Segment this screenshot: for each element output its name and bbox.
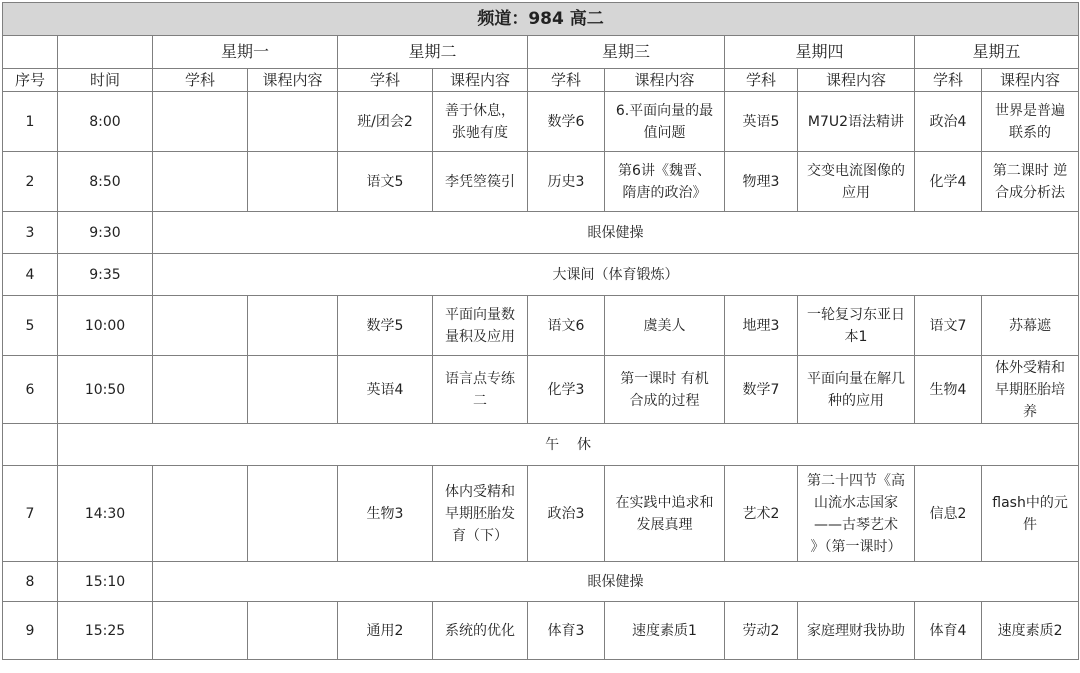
content-cell: M7U2语法精讲 — [798, 92, 915, 152]
content-cell: 李凭箜篌引 — [433, 152, 528, 212]
content-cell: 在实践中追求和 发展真理 — [605, 466, 725, 562]
row-index: 5 — [3, 296, 58, 356]
row-time: 9:30 — [58, 212, 153, 254]
row-index: 2 — [3, 152, 58, 212]
content-cell: 系统的优化 — [433, 602, 528, 660]
row-index: 8 — [3, 562, 58, 602]
subject-header: 学科 — [338, 69, 433, 92]
day-header-fri: 星期五 — [915, 36, 1079, 69]
day-header-row — [3, 36, 1079, 69]
content-header: 课程内容 — [433, 69, 528, 92]
content-header: 课程内容 — [982, 69, 1079, 92]
content-cell: 苏幕遮 — [982, 296, 1079, 356]
subject-cell — [153, 356, 248, 424]
day-header-thu: 星期四 — [725, 36, 915, 69]
row-time: 9:35 — [58, 254, 153, 296]
table-row — [3, 152, 1079, 212]
content-header: 课程内容 — [798, 69, 915, 92]
table-row — [3, 254, 1079, 296]
activity-cell: 眼保健操 — [153, 562, 1079, 602]
table-row — [3, 296, 1079, 356]
subject-cell — [153, 92, 248, 152]
content-cell: 速度素质2 — [982, 602, 1079, 660]
content-cell: 平面向量在解几 种的应用 — [798, 356, 915, 424]
subject-cell: 数学6 — [528, 92, 605, 152]
row-time: 15:25 — [58, 602, 153, 660]
subject-cell — [153, 152, 248, 212]
subject-cell: 英语4 — [338, 356, 433, 424]
content-cell — [248, 602, 338, 660]
subject-header: 学科 — [725, 69, 798, 92]
content-cell: 第二十四节《高 山流水志国家 ——古琴艺术 》（第一课时） — [798, 466, 915, 562]
column-header-row — [3, 69, 1079, 92]
row-time: 10:50 — [58, 356, 153, 424]
content-cell: 第6讲《魏晋、 隋唐的政治》 — [605, 152, 725, 212]
content-cell: 第一课时 有机 合成的过程 — [605, 356, 725, 424]
row-time: 8:50 — [58, 152, 153, 212]
content-cell: 体外受精和 早期胚胎培 养 — [982, 356, 1079, 424]
subject-cell: 政治3 — [528, 466, 605, 562]
table-row — [3, 562, 1079, 602]
content-cell: 虞美人 — [605, 296, 725, 356]
subject-cell: 体育3 — [528, 602, 605, 660]
table-row — [3, 92, 1079, 152]
content-cell: 善于休息， 张驰有度 — [433, 92, 528, 152]
subject-cell: 历史3 — [528, 152, 605, 212]
content-cell — [248, 356, 338, 424]
content-cell: 体内受精和 早期胚胎发 育（下） — [433, 466, 528, 562]
row-index: 1 — [3, 92, 58, 152]
subject-header: 学科 — [153, 69, 248, 92]
row-index: 6 — [3, 356, 58, 424]
corner-cell — [58, 36, 153, 69]
subject-header: 学科 — [915, 69, 982, 92]
subject-cell: 化学4 — [915, 152, 982, 212]
table-row — [3, 212, 1079, 254]
table-row — [3, 356, 1079, 424]
subject-cell: 班/团会2 — [338, 92, 433, 152]
content-cell — [248, 296, 338, 356]
subject-cell: 语文5 — [338, 152, 433, 212]
subject-cell: 艺术2 — [725, 466, 798, 562]
content-cell: 世界是普遍 联系的 — [982, 92, 1079, 152]
day-header-wed: 星期三 — [528, 36, 725, 69]
row-index: 3 — [3, 212, 58, 254]
subject-cell: 数学7 — [725, 356, 798, 424]
content-cell: 交变电流图像的 应用 — [798, 152, 915, 212]
subject-cell: 体育4 — [915, 602, 982, 660]
subject-cell: 语文6 — [528, 296, 605, 356]
lunch-break-cell: 午 休 — [58, 424, 1079, 466]
subject-cell: 信息2 — [915, 466, 982, 562]
day-header-mon: 星期一 — [153, 36, 338, 69]
subject-cell: 物理3 — [725, 152, 798, 212]
subject-cell: 劳动2 — [725, 602, 798, 660]
subject-cell — [153, 602, 248, 660]
row-time: 8:00 — [58, 92, 153, 152]
subject-cell: 通用2 — [338, 602, 433, 660]
subject-header: 学科 — [528, 69, 605, 92]
subject-cell — [153, 296, 248, 356]
index-header: 序号 — [3, 69, 58, 92]
row-index: 4 — [3, 254, 58, 296]
content-cell — [248, 92, 338, 152]
row-index: 9 — [3, 602, 58, 660]
content-cell: flash中的元 件 — [982, 466, 1079, 562]
content-cell — [248, 152, 338, 212]
row-index: 7 — [3, 466, 58, 562]
table-row — [3, 602, 1079, 660]
subject-cell: 生物4 — [915, 356, 982, 424]
content-cell — [248, 466, 338, 562]
content-header: 课程内容 — [248, 69, 338, 92]
empty-index-cell — [3, 424, 58, 466]
lunch-break-row — [3, 424, 1079, 466]
content-cell: 6.平面向量的最 值问题 — [605, 92, 725, 152]
corner-cell — [3, 36, 58, 69]
subject-cell — [153, 466, 248, 562]
content-cell: 第二课时 逆 合成分析法 — [982, 152, 1079, 212]
content-cell: 家庭理财我协助 — [798, 602, 915, 660]
content-cell: 平面向量数 量积及应用 — [433, 296, 528, 356]
table-row — [3, 466, 1079, 562]
subject-cell: 语文7 — [915, 296, 982, 356]
content-cell: 语言点专练 二 — [433, 356, 528, 424]
row-time: 14:30 — [58, 466, 153, 562]
subject-cell: 地理3 — [725, 296, 798, 356]
day-header-tue: 星期二 — [338, 36, 528, 69]
row-time: 15:10 — [58, 562, 153, 602]
content-header: 课程内容 — [605, 69, 725, 92]
schedule-table — [2, 2, 1079, 660]
page-title: 频道：984 高二 — [3, 3, 1079, 36]
time-header: 时间 — [58, 69, 153, 92]
content-cell: 一轮复习东亚日 本1 — [798, 296, 915, 356]
subject-cell: 化学3 — [528, 356, 605, 424]
subject-cell: 英语5 — [725, 92, 798, 152]
subject-cell: 数学5 — [338, 296, 433, 356]
activity-cell: 大课间（体育锻炼） — [153, 254, 1079, 296]
row-time: 10:00 — [58, 296, 153, 356]
content-cell: 速度素质1 — [605, 602, 725, 660]
activity-cell: 眼保健操 — [153, 212, 1079, 254]
subject-cell: 政治4 — [915, 92, 982, 152]
subject-cell: 生物3 — [338, 466, 433, 562]
